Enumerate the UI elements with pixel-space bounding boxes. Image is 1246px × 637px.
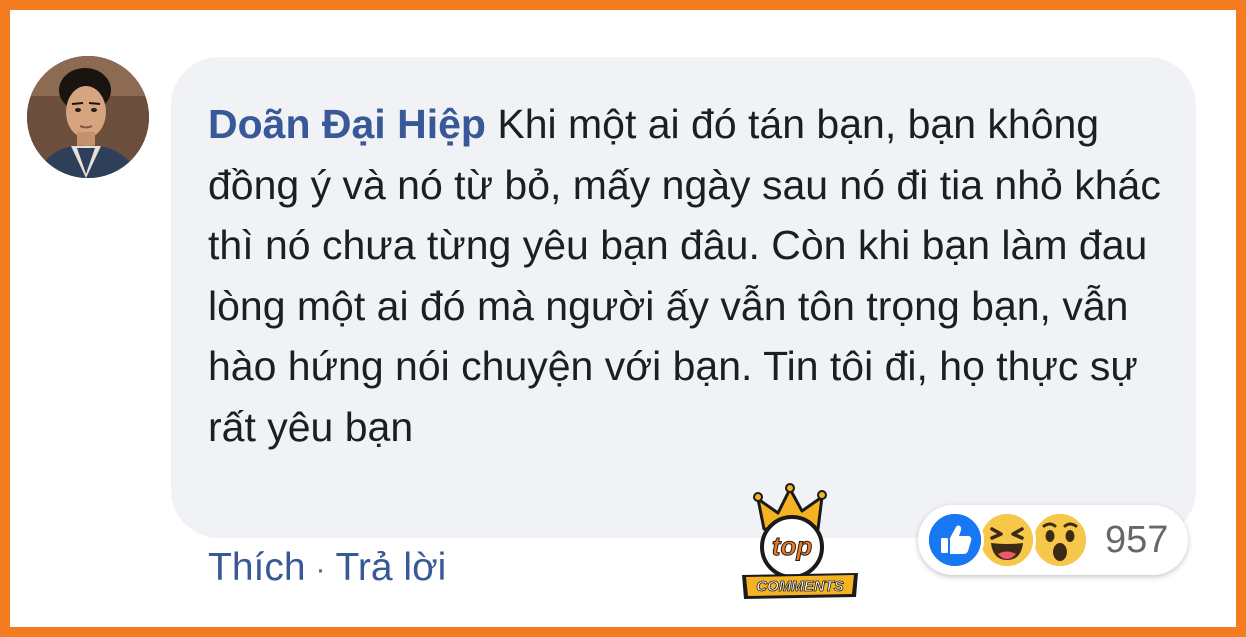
wow-icon — [1031, 511, 1089, 569]
top-comments-logo — [734, 481, 864, 601]
comment-author-link[interactable]: Doãn Đại Hiệp — [208, 101, 486, 147]
reaction-count: 957 — [1105, 519, 1169, 561]
like-icon — [926, 511, 984, 569]
comment-text: Khi một ai đó tán bạn, bạn không đồng ý và nó từ bỏ, mấy ngày sau nó đi tia nhỏ khác thì nó chưa từng yêu bạn đâu. Còn khi bạn làm đau lòng một ai đó mà người ấy vẫn tôn trọng bạn, vẫn hào hứng nói chuyện với bạn. Tin tôi đi, họ thực sự rất yêu bạn — [208, 101, 1161, 450]
like-link[interactable]: Thích — [208, 546, 306, 589]
action-separator: · — [315, 552, 326, 586]
comment-actions — [208, 546, 446, 590]
haha-icon — [978, 511, 1036, 569]
person-avatar-icon — [27, 56, 149, 178]
reply-link[interactable]: Trả lời — [335, 546, 447, 589]
logo-text-bottom: COMMENTS — [756, 578, 844, 595]
logo-text-top: top — [771, 531, 813, 561]
crown-logo-icon — [734, 481, 864, 601]
reactions-summary[interactable] — [918, 505, 1188, 575]
comment-body — [208, 94, 1168, 457]
avatar[interactable] — [27, 56, 149, 178]
